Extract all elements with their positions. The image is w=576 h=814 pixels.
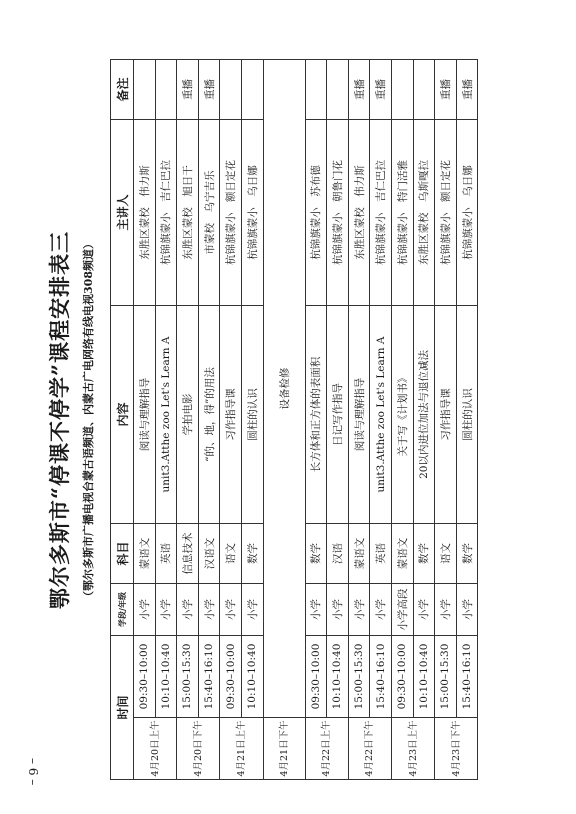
note-cell [305, 59, 327, 119]
note-cell: 重播 [198, 59, 220, 119]
subject-cell: 汉语 [327, 523, 349, 583]
teacher-cell: 杭锦旗蒙小 吉仁巴拉 [155, 119, 177, 305]
date-cell: 4月21日下午 [263, 718, 305, 780]
grade-cell: 小学 [370, 583, 392, 635]
header-time: 时间 [111, 635, 134, 779]
subject-cell: 英语 [370, 523, 392, 583]
maintenance-cell: 设备检修 [263, 59, 305, 717]
table-row [391, 59, 413, 779]
grade-cell: 小学 [220, 583, 242, 635]
subject-cell: 蒙语文 [391, 523, 413, 583]
teacher-cell: 东胜区蒙校 乌斯嘎拉 [413, 119, 435, 305]
subject-cell: 英语 [155, 523, 177, 583]
time-cell: 15:40–16:10 [198, 635, 220, 717]
page-title: 鄂尔多斯市“停课不停学”课程安排表三 [47, 230, 72, 610]
table-row [198, 59, 220, 779]
table-row [435, 59, 457, 779]
header-note: 备注 [111, 59, 134, 119]
content-cell: unit3.Atthe zoo Let's Learn A [155, 305, 177, 523]
header-grade: 学段/年级 [111, 583, 134, 635]
time-cell: 15:40–16:10 [370, 635, 392, 717]
teacher-cell: 杭锦旗蒙小 额日定花 [435, 119, 457, 305]
grade-cell: 小学 [435, 583, 457, 635]
content-cell: unit3.Atthe zoo Let's Learn A [370, 305, 392, 523]
grade-cell: 小学 [305, 583, 327, 635]
teacher-cell: 杭锦旗蒙小 乌日娜 [241, 119, 263, 305]
table-row [370, 59, 392, 779]
table-row [155, 59, 177, 779]
content-cell: 阅读与理解指导 [134, 305, 156, 523]
table-row [241, 59, 263, 779]
content-cell: 关于写《计划书》 [391, 305, 413, 523]
note-cell [413, 59, 435, 119]
teacher-cell: 杭锦旗蒙小 朝鲁门花 [327, 119, 349, 305]
title-block [38, 60, 118, 780]
table-row [263, 59, 305, 779]
date-cell: 4月20日下午 [177, 718, 220, 780]
subject-cell: 语文 [220, 523, 242, 583]
note-cell [327, 59, 349, 119]
table-row [413, 59, 435, 779]
time-cell: 10:10–10:40 [155, 635, 177, 717]
subject-cell: 语文 [435, 523, 457, 583]
note-cell: 重播 [348, 59, 370, 119]
time-cell: 10:10–10:40 [327, 635, 349, 717]
grade-cell: 小学 [456, 583, 478, 635]
content-cell: 长方体和正方体的表面积 [305, 305, 327, 523]
time-cell: 10:10–10:40 [241, 635, 263, 717]
date-cell: 4月20日上午 [134, 718, 177, 780]
schedule-table [110, 59, 478, 780]
subject-cell: 数学 [413, 523, 435, 583]
grade-cell: 小学 [177, 583, 199, 635]
table-row [134, 59, 156, 779]
grade-cell: 小学 [155, 583, 177, 635]
table-row [327, 59, 349, 779]
grade-cell: 小学 [198, 583, 220, 635]
subject-cell: 汉语文 [198, 523, 220, 583]
table-header-row [111, 59, 134, 779]
time-cell: 09:30–10:00 [391, 635, 413, 717]
time-cell: 15:00–15:30 [435, 635, 457, 717]
table-row [456, 59, 478, 779]
subject-cell: 蒙语文 [348, 523, 370, 583]
subject-cell: 数学 [241, 523, 263, 583]
content-cell: 日记写作指导 [327, 305, 349, 523]
grade-cell: 小学 [348, 583, 370, 635]
note-cell [134, 59, 156, 119]
table-row [305, 59, 327, 779]
teacher-cell: 东胜区蒙校 伟力斯 [348, 119, 370, 305]
teacher-cell: 杭锦旗蒙小 乌日娜 [456, 119, 478, 305]
table-row [348, 59, 370, 779]
time-cell: 15:00–15:30 [177, 635, 199, 717]
header-subject: 科目 [111, 523, 134, 583]
teacher-cell: 杭锦旗蒙小 吉仁巴拉 [370, 119, 392, 305]
table-body [134, 59, 478, 779]
note-cell: 重播 [435, 59, 457, 119]
time-cell: 10:10–10:40 [413, 635, 435, 717]
table-row [220, 59, 242, 779]
subject-cell: 信息技术 [177, 523, 199, 583]
content-cell: 圆柱的认识 [241, 305, 263, 523]
note-cell: 重播 [456, 59, 478, 119]
rotated-page [38, 60, 558, 780]
time-cell: 09:30–10:00 [305, 635, 327, 717]
content-cell: 学拍电影 [177, 305, 199, 523]
table-row [177, 59, 199, 779]
content-cell: 阅读与理解指导 [348, 305, 370, 523]
teacher-cell: 杭锦旗蒙小 苏布德 [305, 119, 327, 305]
grade-cell: 小学 [241, 583, 263, 635]
note-cell [220, 59, 242, 119]
time-cell: 15:00–15:30 [348, 635, 370, 717]
content-cell: 习作指导课 [220, 305, 242, 523]
note-cell [155, 59, 177, 119]
note-cell [391, 59, 413, 119]
header-content: 内容 [111, 305, 134, 523]
teacher-cell: 市蒙校 乌宁吉乐 [198, 119, 220, 305]
teacher-cell: 东胜区蒙校 旭日干 [177, 119, 199, 305]
header-teacher: 主讲人 [111, 119, 134, 305]
date-cell: 4月22日下午 [348, 718, 391, 780]
page-number: – 6 – [26, 758, 40, 786]
note-cell: 重播 [370, 59, 392, 119]
time-cell: 15:40–16:10 [456, 635, 478, 717]
date-cell: 4月22日上午 [305, 718, 348, 780]
subject-cell: 数学 [305, 523, 327, 583]
time-cell: 09:30–10:00 [220, 635, 242, 717]
page-subtitle: （鄂尔多斯市广播电视台蒙古语频道、内蒙古广电网络有线电视308频道） [82, 238, 95, 602]
content-cell: 20以内进位加法与退位减法 [413, 305, 435, 523]
subject-cell: 数学 [456, 523, 478, 583]
teacher-cell: 东胜区蒙校 伟力斯 [134, 119, 156, 305]
date-cell: 4月21日上午 [220, 718, 263, 780]
time-cell: 09:30–10:00 [134, 635, 156, 717]
grade-cell: 小学 [327, 583, 349, 635]
teacher-cell: 杭锦旗蒙小 额日定花 [220, 119, 242, 305]
note-cell: 重播 [177, 59, 199, 119]
grade-cell: 小学 [413, 583, 435, 635]
teacher-cell: 杭锦旗蒙小 特门活雅 [391, 119, 413, 305]
date-cell: 4月23日下午 [435, 718, 478, 780]
date-cell: 4月23日上午 [391, 718, 434, 780]
note-cell [241, 59, 263, 119]
subject-cell: 蒙语文 [134, 523, 156, 583]
content-cell: “的、地，得”的用法 [198, 305, 220, 523]
content-cell: 圆柱的认识 [456, 305, 478, 523]
content-cell: 习作指导课 [435, 305, 457, 523]
grade-cell: 小学高段 [391, 583, 413, 635]
grade-cell: 小学 [134, 583, 156, 635]
